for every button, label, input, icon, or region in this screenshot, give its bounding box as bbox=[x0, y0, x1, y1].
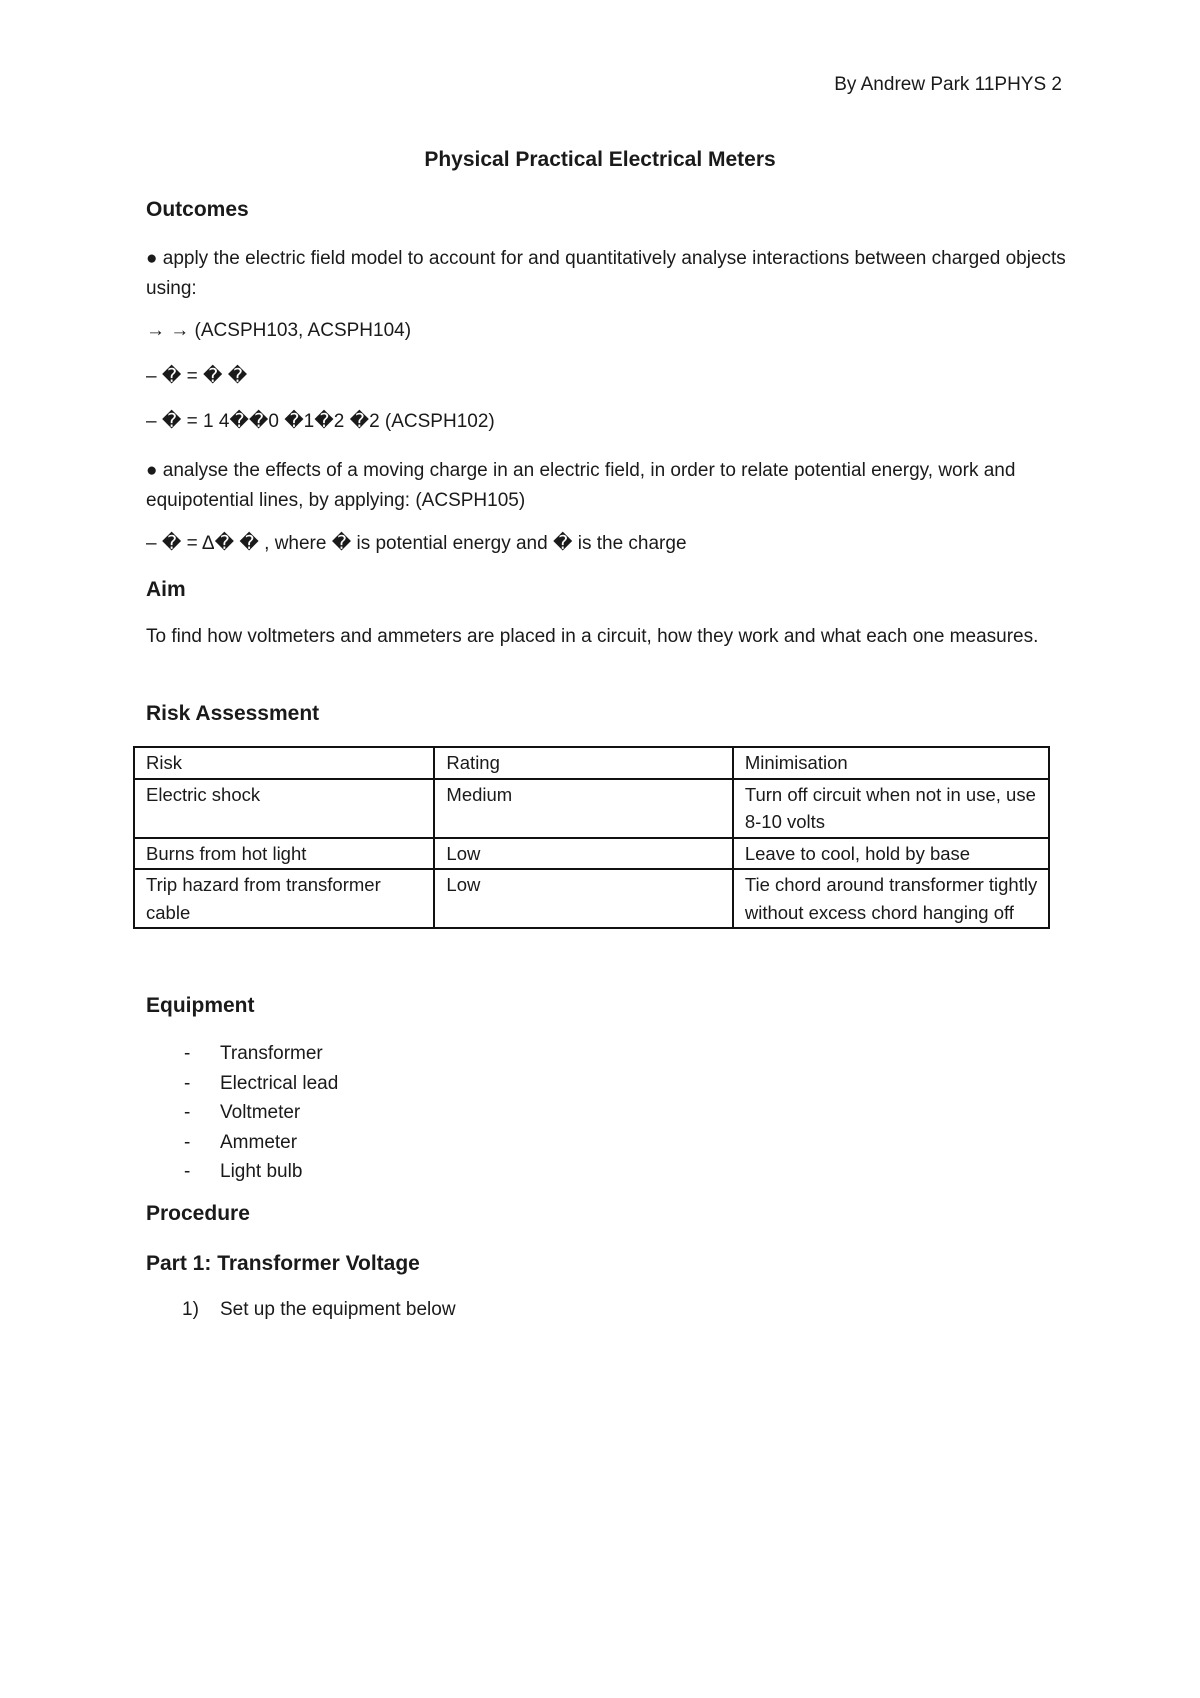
risk-table bbox=[133, 746, 1050, 929]
dash-marker: - bbox=[184, 1161, 191, 1182]
cell-rating: Medium bbox=[434, 779, 732, 838]
cell-risk: Electric shock bbox=[134, 779, 434, 838]
cell-minimisation: Tie chord around transformer tightly without excess chord hanging off bbox=[733, 869, 1049, 928]
aim-heading: Aim bbox=[146, 578, 186, 601]
cell-rating: Low bbox=[434, 838, 732, 870]
equipment-item: Transformer bbox=[220, 1043, 323, 1064]
formula-3: – � = 1 4��0 �1�2 �2 (ACSPH102) bbox=[146, 411, 495, 432]
dash-marker: - bbox=[184, 1102, 191, 1123]
list-item bbox=[180, 1039, 338, 1069]
formula-2: – � = � � bbox=[146, 366, 248, 387]
formula-1: → → (ACSPH103, ACSPH104) bbox=[146, 320, 412, 341]
list-item bbox=[180, 1098, 338, 1128]
dash-marker: - bbox=[184, 1072, 191, 1094]
table-row bbox=[134, 869, 1049, 928]
cell-minimisation: Leave to cool, hold by base bbox=[733, 838, 1049, 870]
outcome-bullet-1: ● apply the electric field model to account for and quantitatively analyse interactions between charged objects using: bbox=[146, 248, 1066, 299]
table-row bbox=[134, 779, 1049, 838]
list-item bbox=[180, 1069, 338, 1099]
column-header-minimisation: Minimisation bbox=[733, 747, 1049, 779]
column-header-rating: Rating bbox=[434, 747, 732, 779]
cell-risk: Trip hazard from transformer cable bbox=[134, 869, 434, 928]
aim-text: To find how voltmeters and ammeters are placed in a circuit, how they work and what each one measures. bbox=[146, 626, 1039, 647]
step-text: Set up the equipment below bbox=[220, 1299, 456, 1320]
risk-heading: Risk Assessment bbox=[146, 702, 320, 725]
outcomes-heading: Outcomes bbox=[146, 198, 249, 221]
dash-marker: - bbox=[184, 1131, 191, 1153]
list-item bbox=[180, 1128, 338, 1158]
equipment-item: Voltmeter bbox=[220, 1102, 301, 1123]
procedure-heading: Procedure bbox=[146, 1202, 250, 1225]
part1-heading: Part 1: Transformer Voltage bbox=[146, 1252, 420, 1275]
equipment-item: Ammeter bbox=[220, 1131, 298, 1153]
page-title: Physical Practical Electrical Meters bbox=[424, 148, 776, 171]
table-header-row bbox=[134, 747, 1049, 779]
equipment-item: Electrical lead bbox=[220, 1072, 339, 1094]
equipment-list bbox=[180, 1039, 338, 1187]
author-header: By Andrew Park 11PHYS 2 bbox=[834, 74, 1062, 95]
formula-4: – � = Δ� � , where � is potential energy and � is the charge bbox=[146, 533, 687, 554]
cell-rating: Low bbox=[434, 869, 732, 928]
table-row bbox=[134, 838, 1049, 870]
list-item bbox=[180, 1157, 338, 1187]
procedure-step-1 bbox=[182, 1299, 456, 1321]
equipment-item: Light bulb bbox=[220, 1161, 303, 1182]
equipment-heading: Equipment bbox=[146, 994, 255, 1017]
cell-risk: Burns from hot light bbox=[134, 838, 434, 870]
outcome-bullet-2: ● analyse the effects of a moving charge in an electric field, in order to relate potential energy, work and equipotential lines, by applying: (ACSPH105) bbox=[146, 460, 1016, 511]
cell-minimisation: Turn off circuit when not in use, use 8-10 volts bbox=[733, 779, 1049, 838]
column-header-risk: Risk bbox=[134, 747, 434, 779]
dash-marker: - bbox=[184, 1043, 191, 1064]
step-number: 1) bbox=[182, 1299, 199, 1320]
